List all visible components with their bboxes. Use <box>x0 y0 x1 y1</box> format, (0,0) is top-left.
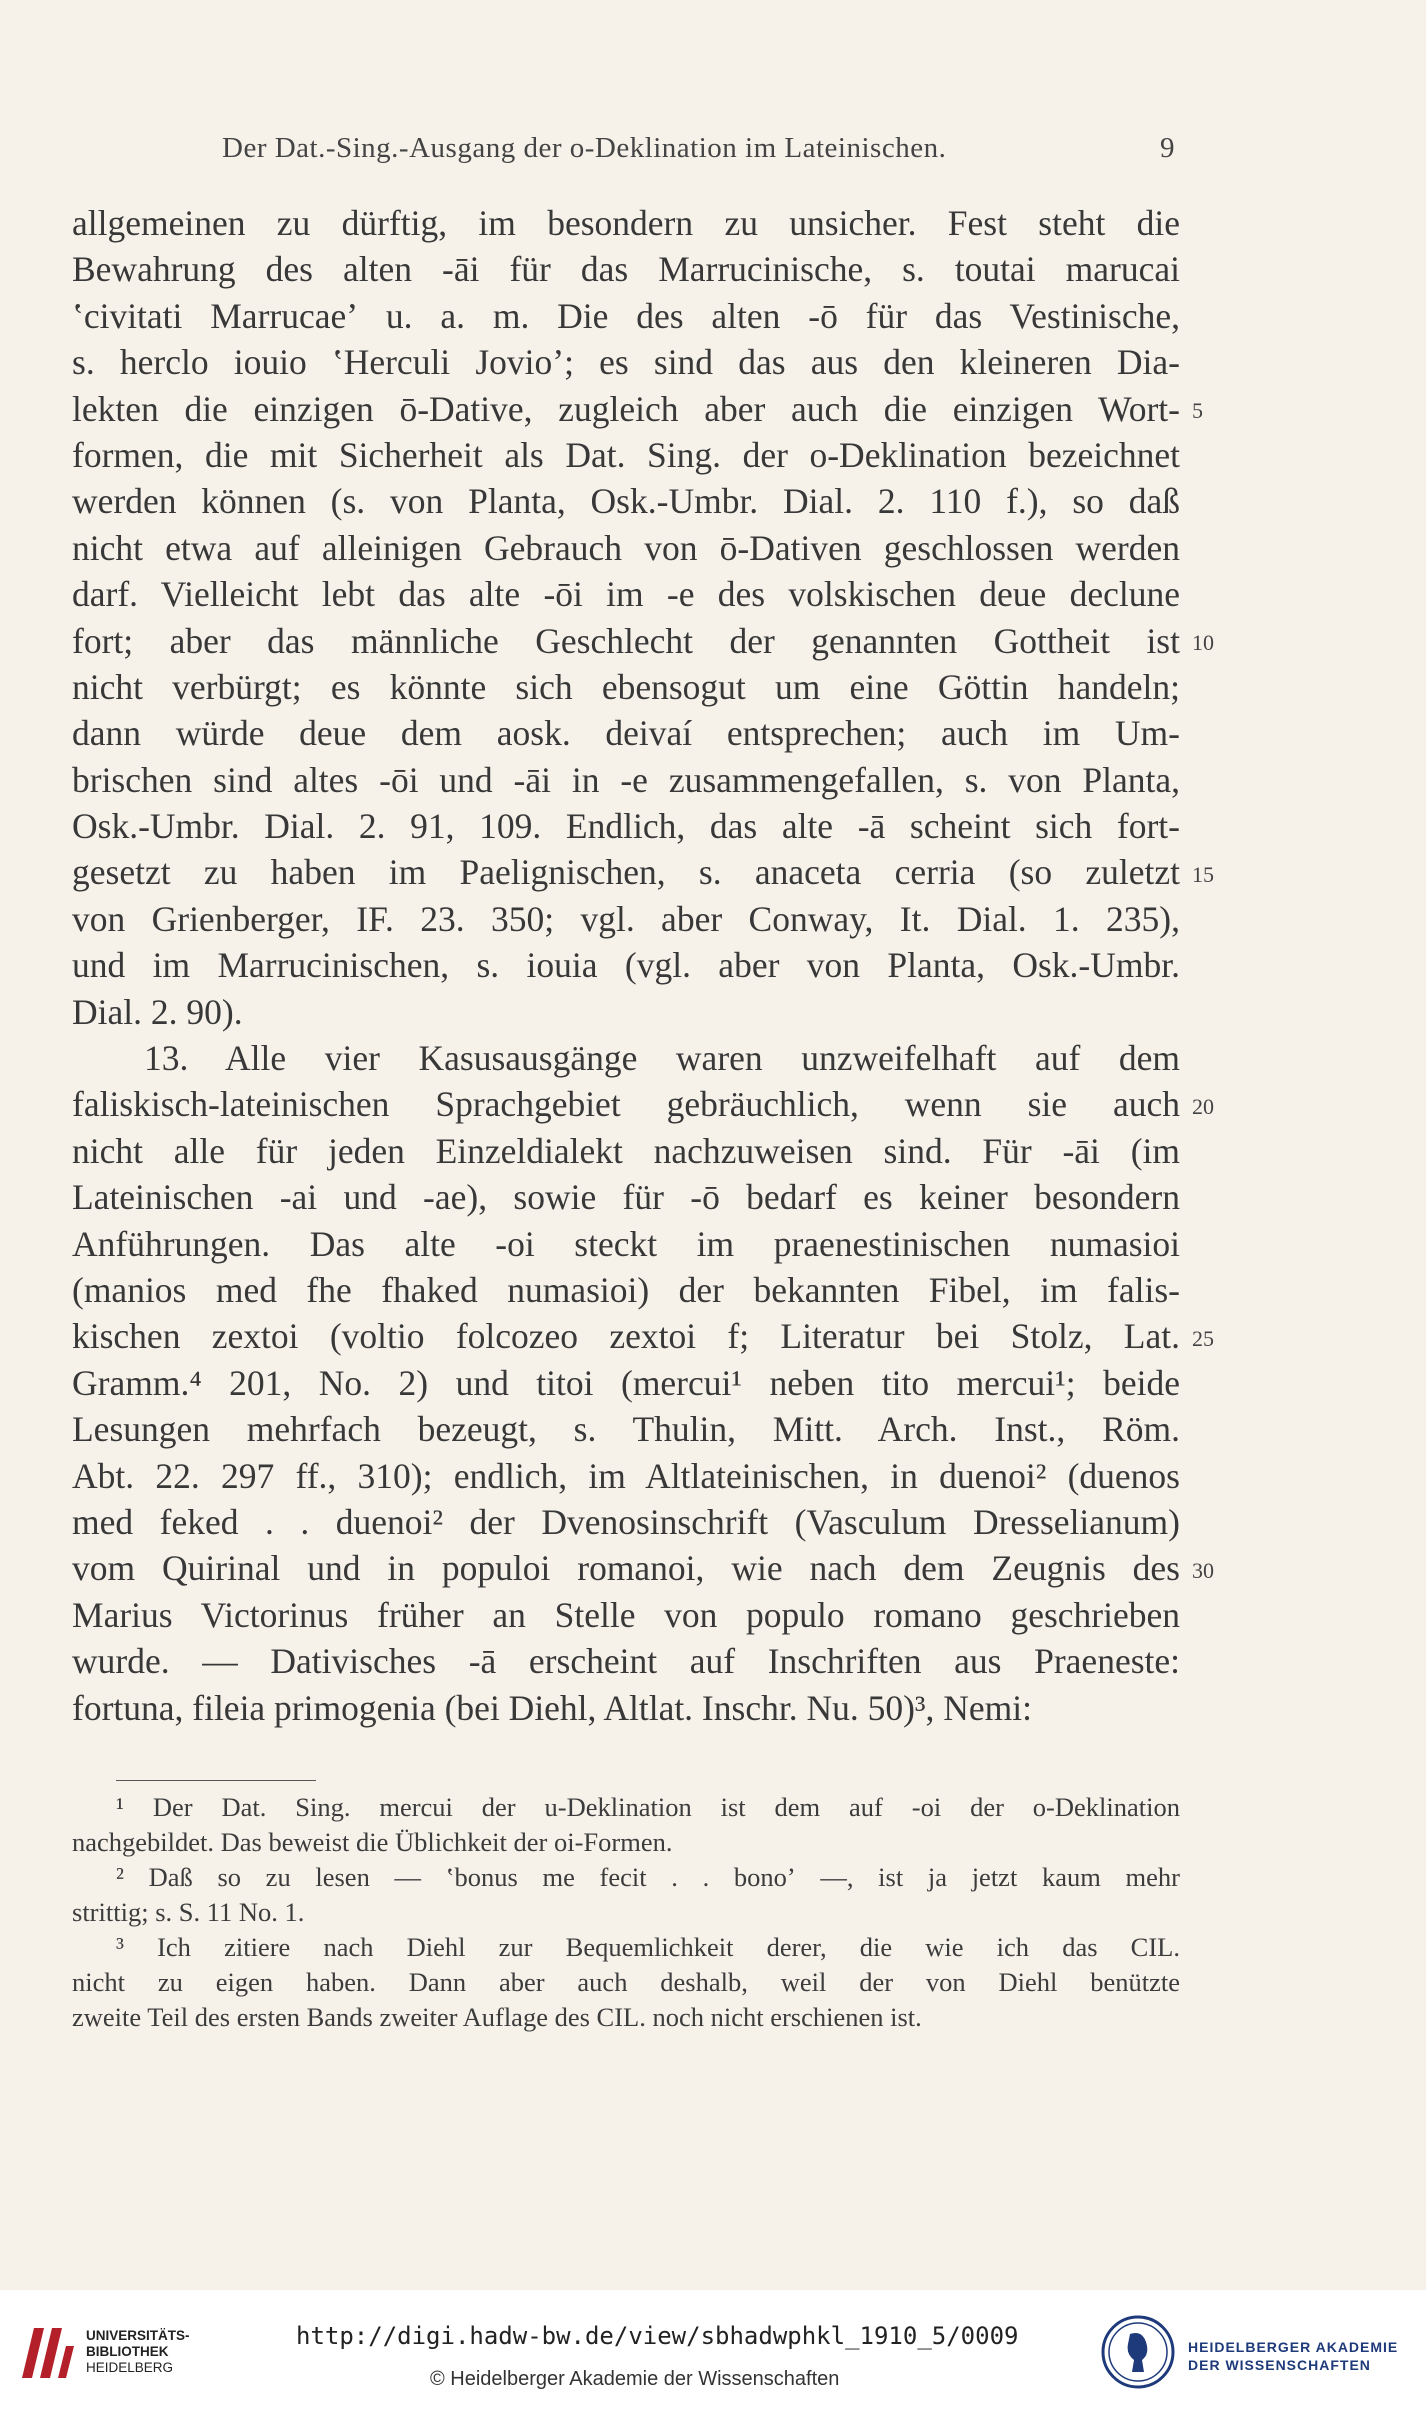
academy-seal-icon <box>1100 2314 1176 2390</box>
text-line: Lateinischen -ai und -ae), sowie für -ō bedarf es keiner besondern <box>72 1177 1180 1218</box>
text-line: kischen zextoi (voltio folcozeo zextoi f; Literatur bei Stolz, Lat. <box>72 1316 1180 1357</box>
line-number: 25 <box>1192 1325 1214 1351</box>
footnote-line: ³ Ich zitiere nach Diehl zur Bequemlichkeit derer, die wie ich das CIL. <box>116 1932 1180 1962</box>
line-number: 20 <box>1192 1093 1214 1119</box>
text-line: brischen sind altes -ōi und -āi in -e zusammengefallen, s. von Planta, <box>72 759 1180 800</box>
text-line: und im Marrucinischen, s. iouia (vgl. aber von Planta, Osk.-Umbr. <box>72 945 1180 986</box>
footnote-line: ¹ Der Dat. Sing. mercui der u-Deklination ist dem auf -oi der o-Deklination <box>116 1792 1180 1822</box>
footnote-line: nachgebildet. Das beweist die Üblichkeit der oi-Formen. <box>72 1827 673 1857</box>
permalink[interactable]: http://digi.hadw-bw.de/view/sbhadwphkl_1910_5/0009 <box>296 2322 1019 2350</box>
library-line-1: UNIVERSITÄTS- <box>86 2328 190 2343</box>
academy-line-1: HEIDELBERGER AKADEMIE <box>1188 2339 1399 2355</box>
running-title: Der Dat.-Sing.-Ausgang der o-Deklination im Lateinischen. <box>222 132 947 164</box>
text-line: nicht etwa auf alleinigen Gebrauch von ō-Dativen geschlossen werden <box>72 527 1180 568</box>
copyright-notice: © Heidelberger Akademie der Wissenschaften <box>430 2368 840 2390</box>
text-line: dann würde deue dem aosk. deivaí entsprechen; auch im Um- <box>72 713 1180 754</box>
text-line: med feked . . duenoi² der Dvenosinschrift (Vasculum Dresselianum) <box>72 1501 1180 1542</box>
text-line: lekten die einzigen ō-Dative, zugleich aber auch die einzigen Wort- <box>72 388 1180 429</box>
text-line: vom Quirinal und in populoi romanoi, wie nach dem Zeugnis des <box>72 1548 1180 1589</box>
text-line: ʽcivitati Marrucaeʼ u. a. m. Die des alten -ō für das Vestinische, <box>72 295 1180 336</box>
text-line: 13. Alle vier Kasusausgänge waren unzweifelhaft auf dem <box>144 1038 1180 1079</box>
university-library-logo-icon <box>14 2320 80 2386</box>
footnote-line: strittig; s. S. 11 No. 1. <box>72 1897 305 1927</box>
text-line: fort; aber das männliche Geschlecht der genannten Gottheit ist <box>72 620 1180 661</box>
text-line: formen, die mit Sicherheit als Dat. Sing. der o-Deklination bezeichnet <box>72 434 1180 475</box>
footnote-line: ² Daß so zu lesen — ʽbonus me fecit . . bonoʼ —, ist ja jetzt kaum mehr <box>116 1862 1180 1892</box>
text-line: faliskisch-lateinischen Sprachgebiet gebräuchlich, wenn sie auch <box>72 1084 1180 1125</box>
main-text <box>72 200 1180 1731</box>
line-number: 10 <box>1192 629 1214 655</box>
line-number: 5 <box>1192 397 1203 423</box>
library-line-3: HEIDELBERG <box>86 2360 174 2375</box>
text-line: Gramm.⁴ 201, No. 2) und titoi (mercui¹ neben tito mercui¹; beide <box>72 1362 1180 1403</box>
text-line: gesetzt zu haben im Paelignischen, s. anaceta cerria (so zuletzt <box>72 852 1180 893</box>
text-line: von Grienberger, IF. 23. 350; vgl. aber Conway, It. Dial. 1. 235), <box>72 898 1180 939</box>
text-line: Lesungen mehrfach bezeugt, s. Thulin, Mitt. Arch. Inst., Röm. <box>72 1409 1180 1450</box>
page-number: 9 <box>1160 132 1175 164</box>
text-line: (manios med fhe fhaked numasioi) der bekannten Fibel, im falis- <box>72 1269 1180 1310</box>
library-line-2: BIBLIOTHEK <box>86 2344 169 2359</box>
text-line: s. herclo iouio ʽHerculi Jovioʼ; es sind das aus den kleineren Dia- <box>72 342 1180 383</box>
footnote-line: zweite Teil des ersten Bands zweiter Auflage des CIL. noch nicht erschienen ist. <box>72 2002 922 2032</box>
text-line: wurde. — Dativisches -ā erscheint auf Inschriften aus Praeneste: <box>72 1641 1180 1682</box>
academy-name <box>1188 2338 1398 2374</box>
line-number: 30 <box>1192 1557 1214 1583</box>
footnotes <box>72 1790 1180 2035</box>
text-line: nicht verbürgt; es könnte sich ebensogut um eine Göttin handeln; <box>72 666 1180 707</box>
footnote-line: nicht zu eigen haben. Dann aber auch deshalb, weil der von Diehl benützte <box>72 1967 1180 1997</box>
text-line: Osk.-Umbr. Dial. 2. 91, 109. Endlich, das alte -ā scheint sich fort- <box>72 806 1180 847</box>
text-line: allgemeinen zu dürftig, im besondern zu unsicher. Fest steht die <box>72 203 1180 243</box>
text-line: Dial. 2. 90). <box>72 991 243 1032</box>
text-line: Bewahrung des alten -āi für das Marrucinische, s. toutai marucai <box>72 249 1180 290</box>
text-line: darf. Vielleicht lebt das alte -ōi im -e des volskischen deue declune <box>72 574 1180 615</box>
text-line: fortuna, fileia primogenia (bei Diehl, Altlat. Inschr. Nu. 50)³, Nemi: <box>72 1687 1033 1728</box>
text-line: Anführungen. Das alte -oi steckt im praenestinischen numasioi <box>72 1223 1180 1264</box>
text-line: Marius Victorinus früher an Stelle von populo romano geschrieben <box>72 1594 1180 1635</box>
academy-line-2: DER WISSENSCHAFTEN <box>1188 2357 1371 2373</box>
text-line: werden können (s. von Planta, Osk.-Umbr. Dial. 2. 110 f.), so daß <box>72 481 1180 522</box>
text-line: Abt. 22. 297 ff., 310); endlich, im Altlateinischen, in duenoi² (duenos <box>72 1455 1180 1496</box>
university-library-name <box>86 2328 190 2376</box>
text-line: nicht alle für jeden Einzeldialekt nachzuweisen sind. Für -āi (im <box>72 1130 1180 1171</box>
line-number: 15 <box>1192 861 1214 887</box>
footnote-rule <box>116 1780 316 1781</box>
